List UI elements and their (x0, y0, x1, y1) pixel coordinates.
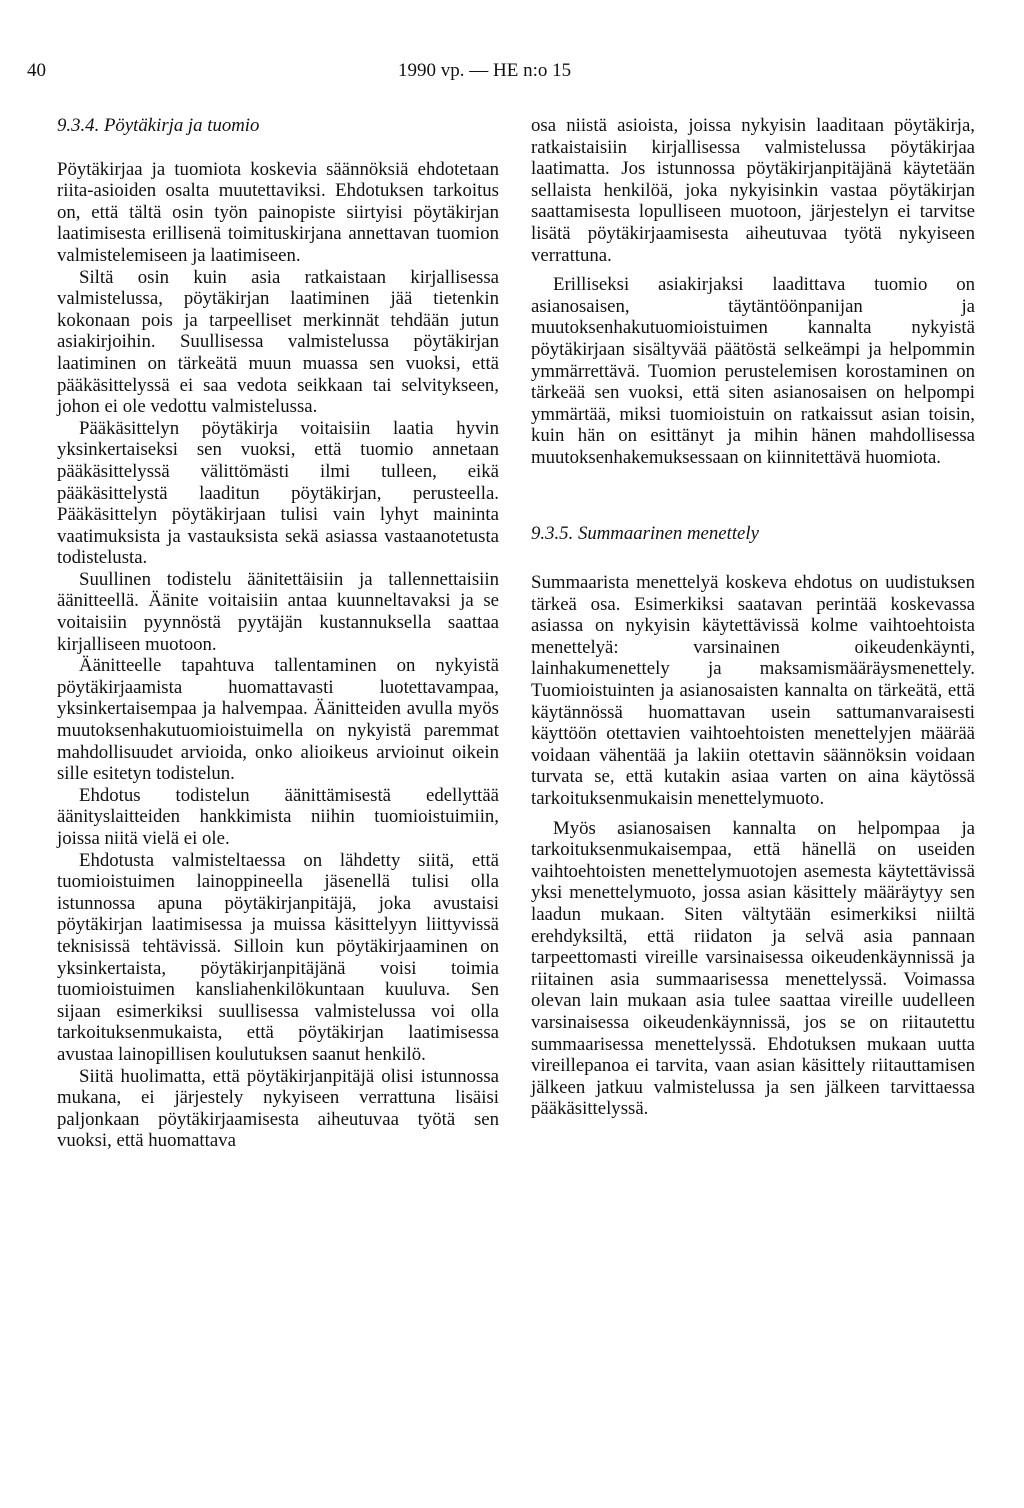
paragraph: Summaarista menettelyä koskeva ehdotus on uudistuksen tärkeä osa. Esimerkiksi saatavan perintää koskevassa asiassa on nykyisin käytettävissä kolme vaihtoehtoista menettelyä: varsinainen oikeudenkäynti, lainhakumenettely ja maksamismääräysmenettely. Tuomioistuinten ja asianosaisten kannalta on tärkeätä, että käytännössä huomattavan usein sattumanvaraisesti käyttöön otettavien vaihtoehtoisten menettelyjen määrää voidaan vähentää ja lakiin otettavin säännöksin voidaan turvata se, että kutakin asiaa varten on aina käytössä tarkoituksenmukaisin menettelymuoto. (531, 572, 975, 810)
paragraph: Myös asianosaisen kannalta on helpompaa ja tarkoituksenmukaisempaa, että hänellä on useiden vaihtoehtoisten menettelymuotojen asemesta käytettävissä yksi menettelymuoto, jossa asian käsittely määräytyy sen laadun mukaan. Siten vältytään esimerkiksi niiltä erehdyksiltä, että riidaton ja selvä asia pannaan tarpeettomasti vireille varsinaisessa oikeudenkäynnissä ja riitainen asia summaarisessa menettelyssä. Voimassa olevan lain mukaan asia tulee saattaa vireille uudelleen varsinaisessa oikeudenkäynnissä, jos se on riitautettu summaarisessa menettelyssä. Ehdotuksen mukaan uutta vireillepanoa ei tarvita, vaan asian käsittely riitauttamisen jälkeen jatkuu valmistelussa ja sen jälkeen tarvittaessa pääkäsittelyssä. (531, 817, 975, 1120)
paragraph: Ehdotus todistelun äänittämisestä edellyttää äänityslaitteiden hankkimista niihin tuomioistuimiin, joissa niitä vielä ei ole. (57, 784, 499, 849)
paragraph: Ehdotusta valmisteltaessa on lähdetty siitä, että tuomioistuimen lainoppineella jäsenellä tulisi olla istunnossa apuna pöytäkirjanpitäjä, joka avustaisi pöytäkirjan laatimisessa ja muissa käsittelyyn liittyvissä teknisissä tehtävissä. Silloin kun pöytäkirjaaminen on yksinkertaista, pöytäkirjanpitäjänä voisi toimia tuomioistuimen kansliahenkilökuntaan kuuluva. Sen sijaan esimerkiksi suullisessa valmistelussa voi olla tarkoituksenmukaista, että pöytäkirjan laatimisessa avustaa lainopillisen koulutuksen saanut henkilö. (57, 849, 499, 1065)
paragraph: Äänitteelle tapahtuva tallentaminen on nykyistä pöytäkirjaamista huomattavasti luotettavampaa, yksinkertaisempaa ja halvempaa. Äänitteiden avulla myös muutoksenhakutuomioistuimella on nykyistä paremmat mahdollisuudet arvioida, onko alioikeus arvioinut oikein sille esitetyn todistelun. (57, 655, 499, 785)
paragraph: Suullinen todistelu äänitettäisiin ja tallennettaisiin äänitteellä. Äänite voitaisiin antaa kuunneltavaksi ja se voitaisiin pyynnöstä pyytäjän kustannuksella saattaa kirjalliseen muotoon. (57, 568, 499, 655)
section-heading-9-3-5: 9.3.5. Summaarinen menettely (531, 522, 759, 544)
running-head: 1990 vp. — HE n:o 15 (398, 60, 572, 81)
section-heading-9-3-4: 9.3.4. Pöytäkirja ja tuomio (57, 115, 260, 136)
paragraph: Siltä osin kuin asia ratkaistaan kirjallisessa valmistelussa, pöytäkirjan laatiminen jää tietenkin kokonaan pois ja tarpeelliset merkinnät tehdään jutun asiakirjoihin. Suullisessa valmistelussa pöytäkirjan laatiminen on tärkeätä muun muassa sen vuoksi, että pääkäsittelyssä ei saa vedota seikkaan tai selvitykseen, johon ei ole vedottu valmistelussa. (57, 266, 499, 418)
paragraph: Pääkäsittelyn pöytäkirja voitaisiin laatia hyvin yksinkertaiseksi sen vuoksi, että tuomio annetaan pääkäsittelyssä välittömästi ilmi tulleen, eikä pääkäsittelystä laaditun pöytäkirjan, perusteella. Pääkäsittelyn pöytäkirjaan tulisi vain lyhyt maininta vaatimuksista ja vastauksista sekä asiassa vastaanotetusta todistelusta. (57, 417, 499, 569)
paragraph: osa niistä asioista, joissa nykyisin laaditaan pöytäkirja, ratkaistaisiin kirjallisessa valmistelussa pöytäkirjaa laatimatta. Jos istunnossa pöytäkirjanpitäjänä käytetään sellaista henkilöä, joka nykyisinkin vastaa pöytäkirjan saattamisesta lopulliseen muotoon, järjestelyn ei tarvitse lisätä pöytäkirjaamisesta aiheutuvaa työtä nykyiseen verrattuna. (531, 115, 975, 266)
paragraph: Siitä huolimatta, että pöytäkirjanpitäjä olisi istunnossa mukana, ei järjestely nykyiseen verrattuna lisäisi paljonkaan pöytäkirjaamisesta aiheutuvaa työtä sen vuoksi, että huomattava (57, 1065, 499, 1152)
paragraph: Pöytäkirjaa ja tuomiota koskevia säännöksiä ehdotetaan riita-asioiden osalta muutettaviksi. Ehdotuksen tarkoitus on, että tältä osin työn painopiste siirtyisi pöytäkirjan laatimisesta erillisenä toimituskirjana annettavan tuomion valmistelemiseen ja laatimiseen. (57, 158, 499, 266)
left-column (57, 115, 499, 1152)
paragraph: Erilliseksi asiakirjaksi laadittava tuomio on asianosaisen, täytäntöönpanijan ja muutoksenhakutuomioistuimen kannalta nykyistä pöytäkirjaan sisältyvää päätöstä selkeämpi ja helpommin ymmärrettävä. Tuomion perustelemisen korostaminen on tärkeää sen vuoksi, että siten asianosaisen on helpompi ymmärtää, miksi tuomioistuin on ratkaissut asian toisin, kuin hän on esittänyt ja mihin hänen mahdollisessa muutoksenhakemuksessaan on kiinnitettävä huomiota. (531, 274, 975, 468)
page-number: 40 (27, 60, 46, 81)
right-column (531, 115, 975, 1120)
